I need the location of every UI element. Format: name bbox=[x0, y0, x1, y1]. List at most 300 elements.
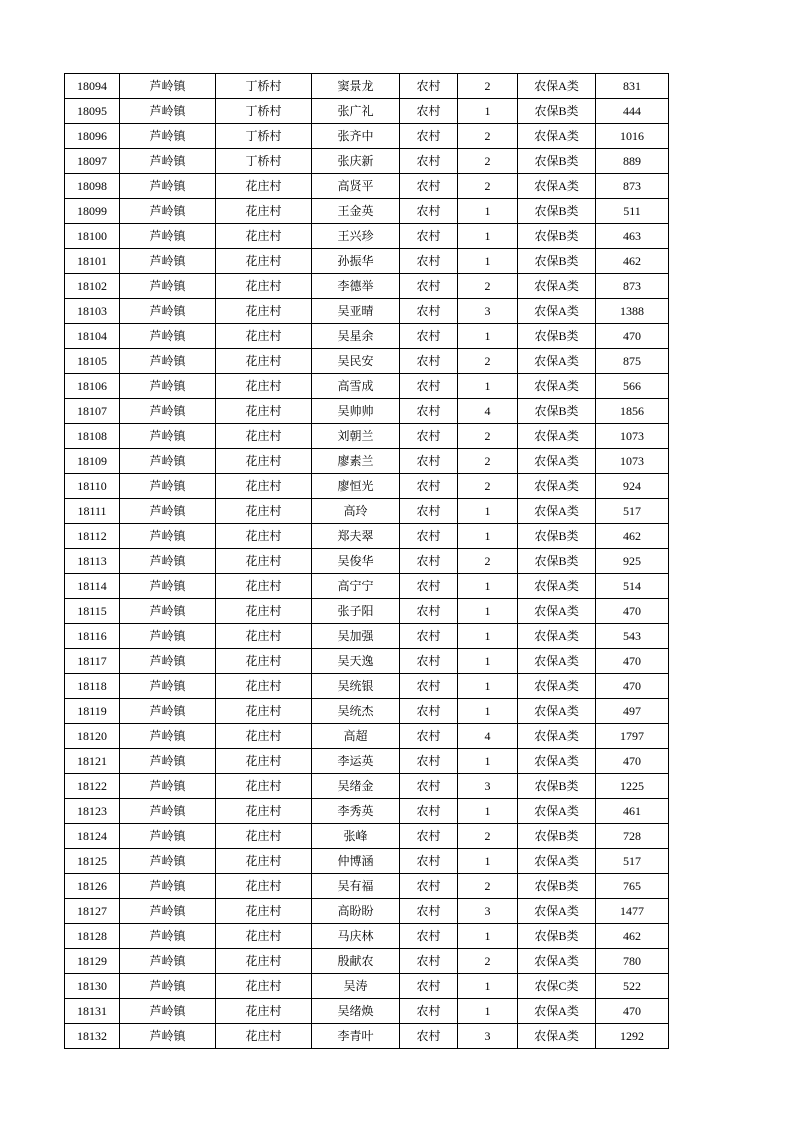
cell-id: 18102 bbox=[65, 274, 120, 299]
cell-category: 农保B类 bbox=[518, 774, 596, 799]
table-row bbox=[65, 924, 669, 949]
cell-amount: 511 bbox=[596, 199, 669, 224]
cell-id: 18104 bbox=[65, 324, 120, 349]
cell-type: 农村 bbox=[400, 974, 458, 999]
cell-name: 吴有福 bbox=[312, 874, 400, 899]
cell-count: 1 bbox=[458, 974, 518, 999]
cell-village: 花庄村 bbox=[216, 449, 312, 474]
cell-count: 1 bbox=[458, 574, 518, 599]
cell-count: 4 bbox=[458, 399, 518, 424]
cell-amount: 780 bbox=[596, 949, 669, 974]
cell-type: 农村 bbox=[400, 574, 458, 599]
cell-village: 花庄村 bbox=[216, 199, 312, 224]
cell-category: 农保A类 bbox=[518, 849, 596, 874]
cell-amount: 765 bbox=[596, 874, 669, 899]
cell-amount: 875 bbox=[596, 349, 669, 374]
cell-type: 农村 bbox=[400, 524, 458, 549]
cell-village: 花庄村 bbox=[216, 899, 312, 924]
cell-amount: 873 bbox=[596, 174, 669, 199]
cell-category: 农保B类 bbox=[518, 99, 596, 124]
table-row bbox=[65, 899, 669, 924]
cell-village: 丁桥村 bbox=[216, 149, 312, 174]
cell-type: 农村 bbox=[400, 999, 458, 1024]
cell-type: 农村 bbox=[400, 549, 458, 574]
cell-id: 18128 bbox=[65, 924, 120, 949]
cell-category: 农保A类 bbox=[518, 474, 596, 499]
cell-village: 花庄村 bbox=[216, 374, 312, 399]
table-row bbox=[65, 424, 669, 449]
cell-id: 18101 bbox=[65, 249, 120, 274]
cell-village: 花庄村 bbox=[216, 749, 312, 774]
cell-count: 2 bbox=[458, 949, 518, 974]
cell-id: 18117 bbox=[65, 649, 120, 674]
table-row bbox=[65, 399, 669, 424]
table-row bbox=[65, 774, 669, 799]
cell-amount: 1073 bbox=[596, 424, 669, 449]
cell-type: 农村 bbox=[400, 274, 458, 299]
cell-town: 芦岭镇 bbox=[120, 324, 216, 349]
cell-town: 芦岭镇 bbox=[120, 724, 216, 749]
cell-village: 花庄村 bbox=[216, 874, 312, 899]
cell-town: 芦岭镇 bbox=[120, 199, 216, 224]
cell-town: 芦岭镇 bbox=[120, 899, 216, 924]
cell-count: 1 bbox=[458, 699, 518, 724]
cell-count: 2 bbox=[458, 824, 518, 849]
table-row bbox=[65, 674, 669, 699]
table-row bbox=[65, 799, 669, 824]
cell-town: 芦岭镇 bbox=[120, 149, 216, 174]
cell-count: 3 bbox=[458, 1024, 518, 1049]
cell-village: 花庄村 bbox=[216, 549, 312, 574]
table-row bbox=[65, 324, 669, 349]
cell-count: 2 bbox=[458, 449, 518, 474]
cell-id: 18095 bbox=[65, 99, 120, 124]
cell-id: 18124 bbox=[65, 824, 120, 849]
cell-town: 芦岭镇 bbox=[120, 924, 216, 949]
table-row bbox=[65, 174, 669, 199]
table-body bbox=[65, 74, 669, 1049]
cell-category: 农保C类 bbox=[518, 974, 596, 999]
cell-type: 农村 bbox=[400, 799, 458, 824]
cell-count: 3 bbox=[458, 774, 518, 799]
cell-town: 芦岭镇 bbox=[120, 549, 216, 574]
cell-village: 花庄村 bbox=[216, 174, 312, 199]
cell-id: 18114 bbox=[65, 574, 120, 599]
cell-count: 2 bbox=[458, 549, 518, 574]
cell-town: 芦岭镇 bbox=[120, 949, 216, 974]
cell-village: 花庄村 bbox=[216, 599, 312, 624]
cell-id: 18107 bbox=[65, 399, 120, 424]
cell-type: 农村 bbox=[400, 249, 458, 274]
table-row bbox=[65, 974, 669, 999]
table-row bbox=[65, 74, 669, 99]
cell-count: 1 bbox=[458, 324, 518, 349]
cell-name: 吴加强 bbox=[312, 624, 400, 649]
cell-amount: 1388 bbox=[596, 299, 669, 324]
cell-town: 芦岭镇 bbox=[120, 624, 216, 649]
cell-name: 刘朝兰 bbox=[312, 424, 400, 449]
cell-village: 花庄村 bbox=[216, 1024, 312, 1049]
cell-id: 18103 bbox=[65, 299, 120, 324]
cell-name: 马庆林 bbox=[312, 924, 400, 949]
cell-name: 吴统杰 bbox=[312, 699, 400, 724]
cell-id: 18119 bbox=[65, 699, 120, 724]
cell-town: 芦岭镇 bbox=[120, 499, 216, 524]
cell-type: 农村 bbox=[400, 124, 458, 149]
table-row bbox=[65, 474, 669, 499]
cell-type: 农村 bbox=[400, 599, 458, 624]
cell-id: 18108 bbox=[65, 424, 120, 449]
cell-name: 王兴珍 bbox=[312, 224, 400, 249]
cell-town: 芦岭镇 bbox=[120, 1024, 216, 1049]
cell-name: 张峰 bbox=[312, 824, 400, 849]
cell-village: 花庄村 bbox=[216, 349, 312, 374]
cell-count: 3 bbox=[458, 299, 518, 324]
cell-category: 农保A类 bbox=[518, 649, 596, 674]
cell-town: 芦岭镇 bbox=[120, 449, 216, 474]
cell-count: 1 bbox=[458, 224, 518, 249]
cell-category: 农保A类 bbox=[518, 574, 596, 599]
table-row bbox=[65, 349, 669, 374]
cell-count: 1 bbox=[458, 524, 518, 549]
cell-count: 2 bbox=[458, 424, 518, 449]
cell-count: 4 bbox=[458, 724, 518, 749]
cell-id: 18125 bbox=[65, 849, 120, 874]
cell-id: 18109 bbox=[65, 449, 120, 474]
cell-id: 18100 bbox=[65, 224, 120, 249]
table-row bbox=[65, 824, 669, 849]
cell-town: 芦岭镇 bbox=[120, 124, 216, 149]
table-row bbox=[65, 724, 669, 749]
cell-amount: 566 bbox=[596, 374, 669, 399]
cell-amount: 517 bbox=[596, 849, 669, 874]
cell-name: 吴星余 bbox=[312, 324, 400, 349]
cell-category: 农保B类 bbox=[518, 874, 596, 899]
cell-amount: 470 bbox=[596, 999, 669, 1024]
cell-name: 吴统银 bbox=[312, 674, 400, 699]
cell-category: 农保B类 bbox=[518, 924, 596, 949]
cell-village: 花庄村 bbox=[216, 499, 312, 524]
table-row bbox=[65, 549, 669, 574]
cell-id: 18111 bbox=[65, 499, 120, 524]
cell-count: 1 bbox=[458, 649, 518, 674]
cell-id: 18106 bbox=[65, 374, 120, 399]
cell-category: 农保A类 bbox=[518, 499, 596, 524]
cell-id: 18094 bbox=[65, 74, 120, 99]
cell-town: 芦岭镇 bbox=[120, 99, 216, 124]
cell-category: 农保A类 bbox=[518, 374, 596, 399]
cell-town: 芦岭镇 bbox=[120, 424, 216, 449]
cell-category: 农保B类 bbox=[518, 199, 596, 224]
cell-type: 农村 bbox=[400, 499, 458, 524]
cell-type: 农村 bbox=[400, 449, 458, 474]
cell-name: 李运英 bbox=[312, 749, 400, 774]
cell-name: 殷献农 bbox=[312, 949, 400, 974]
cell-category: 农保A类 bbox=[518, 799, 596, 824]
cell-name: 仲博涵 bbox=[312, 849, 400, 874]
cell-count: 2 bbox=[458, 874, 518, 899]
cell-id: 18129 bbox=[65, 949, 120, 974]
cell-type: 农村 bbox=[400, 199, 458, 224]
cell-name: 窦景龙 bbox=[312, 74, 400, 99]
cell-type: 农村 bbox=[400, 299, 458, 324]
cell-village: 花庄村 bbox=[216, 399, 312, 424]
cell-town: 芦岭镇 bbox=[120, 524, 216, 549]
cell-village: 花庄村 bbox=[216, 524, 312, 549]
table-row bbox=[65, 624, 669, 649]
cell-village: 花庄村 bbox=[216, 624, 312, 649]
cell-type: 农村 bbox=[400, 99, 458, 124]
table-row bbox=[65, 1024, 669, 1049]
table-row bbox=[65, 499, 669, 524]
cell-village: 花庄村 bbox=[216, 699, 312, 724]
cell-amount: 1797 bbox=[596, 724, 669, 749]
cell-count: 1 bbox=[458, 999, 518, 1024]
table-row bbox=[65, 849, 669, 874]
cell-category: 农保B类 bbox=[518, 249, 596, 274]
cell-name: 高雪成 bbox=[312, 374, 400, 399]
table-row bbox=[65, 299, 669, 324]
cell-type: 农村 bbox=[400, 674, 458, 699]
cell-town: 芦岭镇 bbox=[120, 74, 216, 99]
cell-type: 农村 bbox=[400, 699, 458, 724]
table-row bbox=[65, 574, 669, 599]
cell-id: 18121 bbox=[65, 749, 120, 774]
cell-count: 1 bbox=[458, 849, 518, 874]
cell-type: 农村 bbox=[400, 174, 458, 199]
cell-amount: 543 bbox=[596, 624, 669, 649]
cell-amount: 463 bbox=[596, 224, 669, 249]
table-row bbox=[65, 649, 669, 674]
cell-id: 18112 bbox=[65, 524, 120, 549]
cell-type: 农村 bbox=[400, 724, 458, 749]
cell-name: 高贤平 bbox=[312, 174, 400, 199]
cell-town: 芦岭镇 bbox=[120, 399, 216, 424]
cell-type: 农村 bbox=[400, 224, 458, 249]
cell-village: 花庄村 bbox=[216, 324, 312, 349]
cell-village: 花庄村 bbox=[216, 299, 312, 324]
cell-count: 2 bbox=[458, 349, 518, 374]
cell-category: 农保A类 bbox=[518, 274, 596, 299]
cell-amount: 1856 bbox=[596, 399, 669, 424]
cell-amount: 470 bbox=[596, 674, 669, 699]
table-row bbox=[65, 149, 669, 174]
cell-id: 18099 bbox=[65, 199, 120, 224]
table-row bbox=[65, 224, 669, 249]
cell-village: 花庄村 bbox=[216, 724, 312, 749]
cell-type: 农村 bbox=[400, 324, 458, 349]
cell-type: 农村 bbox=[400, 374, 458, 399]
cell-category: 农保A类 bbox=[518, 724, 596, 749]
cell-category: 农保A类 bbox=[518, 624, 596, 649]
cell-amount: 1477 bbox=[596, 899, 669, 924]
cell-id: 18118 bbox=[65, 674, 120, 699]
cell-type: 农村 bbox=[400, 899, 458, 924]
cell-name: 高盼盼 bbox=[312, 899, 400, 924]
cell-amount: 462 bbox=[596, 924, 669, 949]
cell-type: 农村 bbox=[400, 874, 458, 899]
cell-id: 18123 bbox=[65, 799, 120, 824]
cell-name: 吴绪金 bbox=[312, 774, 400, 799]
cell-category: 农保B类 bbox=[518, 149, 596, 174]
cell-name: 吴帅帅 bbox=[312, 399, 400, 424]
cell-town: 芦岭镇 bbox=[120, 799, 216, 824]
cell-amount: 497 bbox=[596, 699, 669, 724]
table-row bbox=[65, 449, 669, 474]
cell-type: 农村 bbox=[400, 474, 458, 499]
cell-category: 农保B类 bbox=[518, 824, 596, 849]
cell-name: 高玲 bbox=[312, 499, 400, 524]
cell-village: 花庄村 bbox=[216, 674, 312, 699]
cell-type: 农村 bbox=[400, 74, 458, 99]
cell-name: 吴涛 bbox=[312, 974, 400, 999]
cell-village: 花庄村 bbox=[216, 824, 312, 849]
cell-category: 农保A类 bbox=[518, 299, 596, 324]
cell-village: 花庄村 bbox=[216, 249, 312, 274]
cell-category: 农保A类 bbox=[518, 74, 596, 99]
cell-town: 芦岭镇 bbox=[120, 224, 216, 249]
cell-id: 18131 bbox=[65, 999, 120, 1024]
cell-amount: 1016 bbox=[596, 124, 669, 149]
cell-town: 芦岭镇 bbox=[120, 299, 216, 324]
cell-amount: 517 bbox=[596, 499, 669, 524]
cell-village: 花庄村 bbox=[216, 474, 312, 499]
cell-village: 花庄村 bbox=[216, 274, 312, 299]
cell-count: 1 bbox=[458, 499, 518, 524]
cell-name: 廖恒光 bbox=[312, 474, 400, 499]
cell-town: 芦岭镇 bbox=[120, 749, 216, 774]
cell-town: 芦岭镇 bbox=[120, 674, 216, 699]
cell-category: 农保A类 bbox=[518, 674, 596, 699]
cell-count: 2 bbox=[458, 149, 518, 174]
cell-type: 农村 bbox=[400, 349, 458, 374]
cell-village: 花庄村 bbox=[216, 974, 312, 999]
cell-name: 张齐中 bbox=[312, 124, 400, 149]
cell-count: 1 bbox=[458, 599, 518, 624]
cell-village: 花庄村 bbox=[216, 849, 312, 874]
cell-amount: 470 bbox=[596, 749, 669, 774]
cell-amount: 873 bbox=[596, 274, 669, 299]
cell-village: 花庄村 bbox=[216, 924, 312, 949]
cell-name: 吴天逸 bbox=[312, 649, 400, 674]
cell-type: 农村 bbox=[400, 649, 458, 674]
cell-village: 花庄村 bbox=[216, 224, 312, 249]
data-table bbox=[64, 73, 669, 1049]
cell-name: 王金英 bbox=[312, 199, 400, 224]
cell-town: 芦岭镇 bbox=[120, 699, 216, 724]
cell-category: 农保A类 bbox=[518, 899, 596, 924]
cell-village: 花庄村 bbox=[216, 799, 312, 824]
cell-count: 1 bbox=[458, 799, 518, 824]
cell-name: 李德举 bbox=[312, 274, 400, 299]
cell-count: 1 bbox=[458, 99, 518, 124]
cell-type: 农村 bbox=[400, 149, 458, 174]
cell-village: 花庄村 bbox=[216, 649, 312, 674]
cell-town: 芦岭镇 bbox=[120, 349, 216, 374]
cell-id: 18130 bbox=[65, 974, 120, 999]
cell-name: 吴绪焕 bbox=[312, 999, 400, 1024]
cell-town: 芦岭镇 bbox=[120, 974, 216, 999]
cell-amount: 470 bbox=[596, 324, 669, 349]
table-row bbox=[65, 374, 669, 399]
cell-town: 芦岭镇 bbox=[120, 574, 216, 599]
table-row bbox=[65, 699, 669, 724]
cell-name: 吴民安 bbox=[312, 349, 400, 374]
cell-category: 农保A类 bbox=[518, 999, 596, 1024]
cell-name: 吴亚晴 bbox=[312, 299, 400, 324]
cell-category: 农保A类 bbox=[518, 749, 596, 774]
cell-count: 1 bbox=[458, 374, 518, 399]
cell-category: 农保B类 bbox=[518, 224, 596, 249]
cell-category: 农保A类 bbox=[518, 949, 596, 974]
cell-count: 1 bbox=[458, 674, 518, 699]
cell-id: 18115 bbox=[65, 599, 120, 624]
cell-amount: 470 bbox=[596, 599, 669, 624]
cell-town: 芦岭镇 bbox=[120, 999, 216, 1024]
table-row bbox=[65, 599, 669, 624]
cell-id: 18126 bbox=[65, 874, 120, 899]
cell-id: 18097 bbox=[65, 149, 120, 174]
cell-name: 孙振华 bbox=[312, 249, 400, 274]
table-row bbox=[65, 249, 669, 274]
cell-town: 芦岭镇 bbox=[120, 649, 216, 674]
cell-category: 农保A类 bbox=[518, 124, 596, 149]
table-row bbox=[65, 999, 669, 1024]
cell-name: 高宁宁 bbox=[312, 574, 400, 599]
cell-count: 1 bbox=[458, 199, 518, 224]
cell-id: 18116 bbox=[65, 624, 120, 649]
table-row bbox=[65, 749, 669, 774]
cell-type: 农村 bbox=[400, 924, 458, 949]
cell-name: 郑夫翠 bbox=[312, 524, 400, 549]
cell-category: 农保B类 bbox=[518, 549, 596, 574]
cell-id: 18096 bbox=[65, 124, 120, 149]
cell-category: 农保A类 bbox=[518, 174, 596, 199]
table-row bbox=[65, 874, 669, 899]
cell-amount: 831 bbox=[596, 74, 669, 99]
table-row bbox=[65, 274, 669, 299]
cell-village: 花庄村 bbox=[216, 424, 312, 449]
cell-amount: 522 bbox=[596, 974, 669, 999]
cell-village: 丁桥村 bbox=[216, 124, 312, 149]
cell-category: 农保A类 bbox=[518, 449, 596, 474]
cell-amount: 462 bbox=[596, 249, 669, 274]
cell-type: 农村 bbox=[400, 824, 458, 849]
cell-count: 1 bbox=[458, 924, 518, 949]
cell-id: 18122 bbox=[65, 774, 120, 799]
cell-amount: 462 bbox=[596, 524, 669, 549]
cell-name: 李青叶 bbox=[312, 1024, 400, 1049]
cell-amount: 1225 bbox=[596, 774, 669, 799]
cell-id: 18132 bbox=[65, 1024, 120, 1049]
cell-village: 丁桥村 bbox=[216, 74, 312, 99]
cell-category: 农保B类 bbox=[518, 399, 596, 424]
cell-count: 1 bbox=[458, 749, 518, 774]
cell-count: 2 bbox=[458, 74, 518, 99]
cell-type: 农村 bbox=[400, 424, 458, 449]
cell-id: 18120 bbox=[65, 724, 120, 749]
cell-town: 芦岭镇 bbox=[120, 274, 216, 299]
table-row bbox=[65, 124, 669, 149]
cell-amount: 1073 bbox=[596, 449, 669, 474]
cell-amount: 728 bbox=[596, 824, 669, 849]
cell-town: 芦岭镇 bbox=[120, 599, 216, 624]
cell-town: 芦岭镇 bbox=[120, 174, 216, 199]
cell-type: 农村 bbox=[400, 949, 458, 974]
cell-category: 农保A类 bbox=[518, 349, 596, 374]
cell-category: 农保A类 bbox=[518, 699, 596, 724]
cell-name: 张庆新 bbox=[312, 149, 400, 174]
